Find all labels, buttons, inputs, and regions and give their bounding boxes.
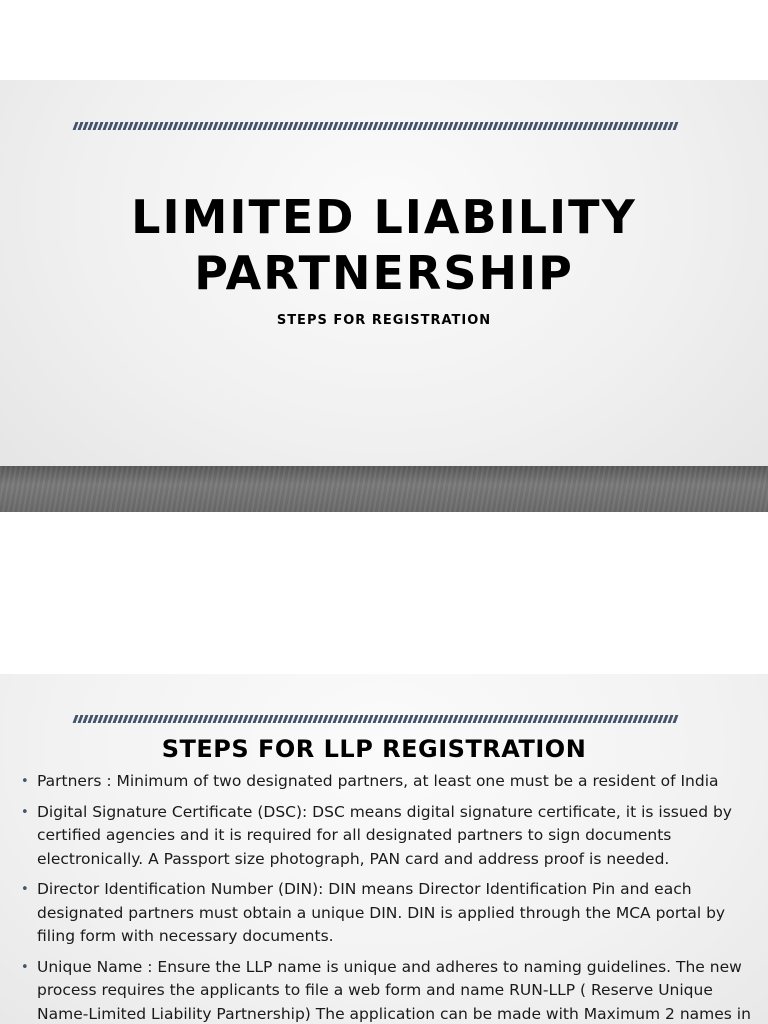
title-line-2: PARTNERSHIP <box>194 246 574 300</box>
steps-heading: STEPS FOR LLP REGISTRATION <box>161 735 587 763</box>
floor-image <box>0 466 768 512</box>
bullet-icon: • <box>21 959 29 975</box>
list-item <box>0 956 768 1024</box>
list-item <box>0 770 768 794</box>
subtitle: STEPS FOR REGISTRATION <box>276 313 492 328</box>
list-item-text: Director Identification Number (DIN): DIN means Director Identification Pin and each designated partners must obtain a unique DIN. DIN is applied through the MCA portal by filing form with necessary documents. <box>37 880 726 945</box>
decorative-hatch-bar <box>73 122 679 130</box>
bullet-icon: • <box>21 774 29 789</box>
list-item-text: Partners : Minimum of two designated partners, at least one must be a resident of India <box>37 772 719 790</box>
decorative-hatch-bar <box>73 715 679 723</box>
steps-slide <box>0 674 768 1024</box>
list-item <box>0 801 768 872</box>
title-slide <box>0 80 768 512</box>
list-item-text: Unique Name : Ensure the LLP name is unique and adheres to naming guidelines. The new process requires the applicants to file a web form and name RUN-LLP ( Reserve Unique Name-Limited Liability Partnership) The application can be made with Maximum 2 names in <box>37 957 751 1023</box>
bullet-icon: • <box>21 882 29 897</box>
list-item <box>0 878 768 949</box>
steps-list <box>0 770 768 1024</box>
title-line-1: LIMITED LIABILITY <box>131 190 637 244</box>
list-item-text: Digital Signature Certificate (DSC): DSC means digital signature certificate, it is issued by certified agencies and it is required for all designated partners to sign documents electronically. A Passport size photograph, PAN card and address proof is needed. <box>37 802 732 868</box>
bullet-icon: • <box>21 804 29 820</box>
